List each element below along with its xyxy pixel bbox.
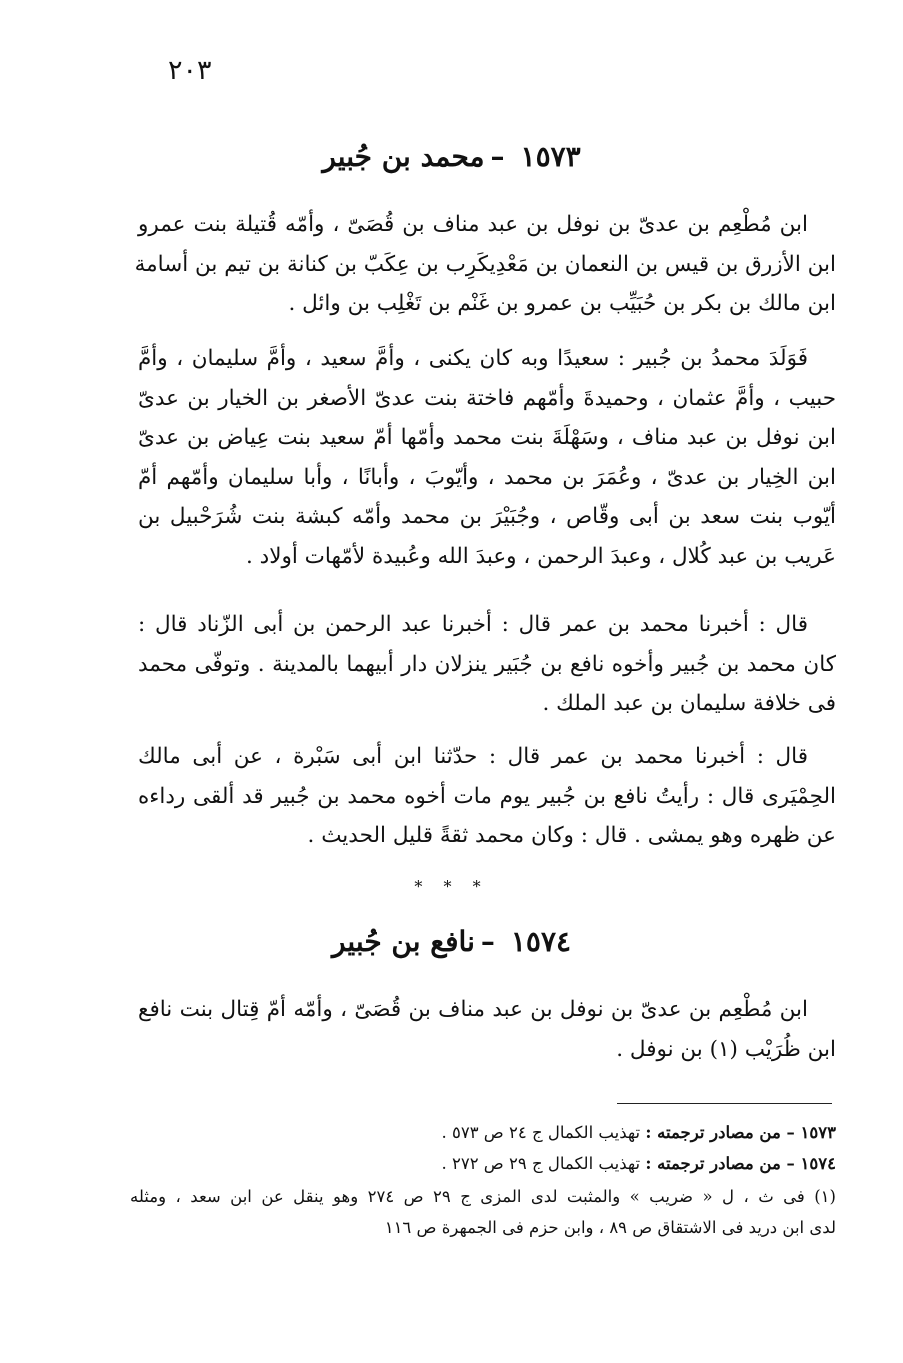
footnote-note-1-continued [130,1213,836,1243]
entry-heading-1574 [0,925,903,958]
text-line: قال : أخبرنا محمد بن عمر قال : حدّثنا ابن أبى سَبْرة ، عن أبى مالك [138,744,808,769]
text-line: ابن مالك بن بكر بن حُبَيِّب بن عمرو بن غَنْم بن تَغْلِب بن وائل . [288,291,836,316]
text-line: فَوَلَدَ محمدُ بن جُبير : سعيدًا وبه كان يكنى ، وأمَّ سعيد ، وأمَّ سليمان ، وأمَّ [138,346,808,371]
paragraph-report-2 [138,737,836,856]
text-line: قال : أخبرنا محمد بن عمر قال : أخبرنا عبد الرحمن بن أبى الزّناد قال : [138,612,808,637]
text-line: حبيب ، وأمَّ عثمان ، وحميدةَ وأمّهم فاختة بنت عدىّ الأصغر بن الخيار بن عدىّ [138,385,836,411]
footnote-text: لدى ابن دريد فى الاشتقاق ص ٨٩ ، وابن حزم فى الجمهرة ص ١١٦ [384,1218,836,1237]
text-line: ابن الخِيار بن عدىّ ، وعُمَرَ بن محمد ، وأيّوبَ ، وأبانًا ، وأبا سليمان وأمّهم أمّ [138,464,836,490]
text-line: ابن مُطْعِم بن عدىّ بن نوفل بن عبد مناف بن قُصَىّ ، وأمّه أمّ قِتال بنت نافع [138,997,808,1022]
text-line: كان محمد بن جُبير وأخوه نافع بن جُبَير ينزلان دار أبيهما بالمدينة . وتوفّى محمد [138,651,836,677]
footnote-text: تهذيب الكمال ج ٢٩ ص ٢٧٢ . [441,1154,641,1173]
footnote-source-1574 [130,1149,836,1179]
text-line: فى خلافة سليمان بن عبد الملك . [542,691,836,716]
footnote-text: (١) فى ث ، ل « ضريب » والمثبت لدى المزى ج ٢٩ ص ٢٧٤ وهو ينقل عن ابن سعد ، ومثله [130,1187,836,1206]
text-line: ابن ظُرَيْب (١) بن نوفل . [616,1036,836,1062]
text-line: عن ظهره وهو يمشى . قال : وكان محمد ثقةً قليل الحديث . [307,823,836,848]
text-line: الحِمْيَرى قال : رأيتُ نافع بن جُبير يوم مات أخوه محمد بن جُبير قد ألقى رداءه [138,783,836,809]
text-line: ابن نوفل بن عبد مناف ، وسَهْلَةَ بنت محمد وأمّها أمّ سعيد بنت عِياض بن عدىّ [138,425,836,450]
footnote-source-1573 [130,1118,836,1148]
section-separator: * * * [414,877,489,896]
text-line: ابن الأزرق بن قيس بن النعمان بن مَعْدِيكَرِب بن عِكَبّ بن كنانة بن تيم بن أسامة [134,251,836,277]
entry-name: محمد بن جُبير [322,140,485,173]
footnote-label: ١٥٧٣ – من مصادر ترجمته : [645,1123,836,1142]
entry-dash: – [480,925,495,958]
entry-number: ١٥٧٣ [520,140,581,173]
footnote-text: تهذيب الكمال ج ٢٤ ص ٥٧٣ . [441,1123,641,1142]
text-line: عَريب بن عبد كُلال ، وعبدَ الرحمن ، وعبدَ الله وعُبيدة لأمّهات أولاد . [245,543,836,569]
page-number: ٢٠٣ [168,55,212,86]
footnote-note-1 [130,1182,836,1212]
paragraph-lineage [138,990,836,1069]
entry-name: نافع بن جُبير [331,925,475,958]
entry-number: ١٥٧٤ [510,925,572,958]
paragraph-report-1 [138,605,836,724]
entry-heading-1573 [0,140,903,173]
footnote-label: ١٥٧٤ – من مصادر ترجمته : [645,1154,836,1173]
paragraph-children [138,339,836,576]
paragraph-lineage [134,205,836,324]
text-line: ابن مُطْعِم بن عدىّ بن نوفل بن عبد مناف بن قُصَىّ ، وأمّه قُتيلة بنت عمرو [138,212,808,237]
footnote-divider [617,1103,832,1104]
entry-dash: – [490,140,505,173]
text-line: أيّوب بنت سعد بن أبى وقّاص ، وجُبَيْرَ بن محمد وأمّه كبشة بنت شُرَحْبيل بن [138,504,836,529]
